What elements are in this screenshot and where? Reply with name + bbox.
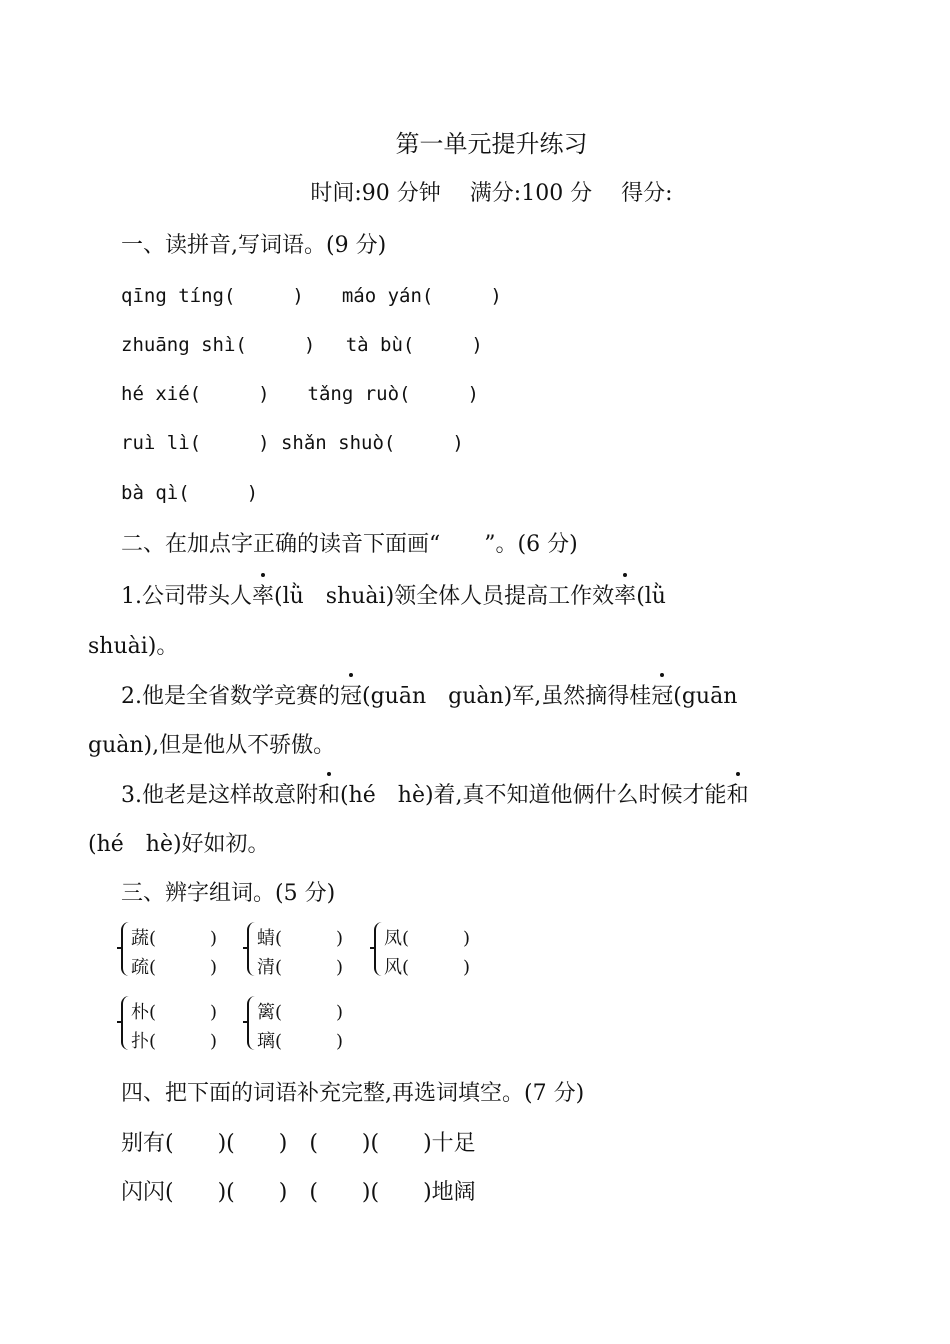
question-2-cont: guàn),但是他从不骄傲。 [88, 733, 336, 758]
question-1-cont: shuài)。 [88, 634, 179, 659]
page-title: 第一单元提升练习 [395, 130, 588, 158]
question-2: 2.他是全省数学竞赛的冠(guān guàn)军,虽然摘得桂冠(guān [121, 679, 737, 710]
pinyin-line-1: qīng tíng( ) máo yán( ) [121, 285, 502, 307]
section2-heading: 二、在加点字正确的读音下面画“ ”。(6 分) [121, 532, 578, 557]
pinyin-line-2: zhuāng shì( ) tà bù( ) [121, 334, 483, 356]
section1-heading: 一、读拼音,写词语。(9 分) [121, 233, 387, 258]
fill-line-2: 闪闪( )( ) ( )( )地阔 [121, 1180, 476, 1205]
dotted-char: 和 [727, 778, 749, 809]
question-3-cont: (hé hè)好如初。 [88, 832, 270, 857]
question-1: 1.公司带头人率(lǜ shuài)领全体人员提高工作效率(lǜ [121, 579, 666, 610]
char-group-5: 篱( ) 璃( ) [247, 994, 367, 1054]
fill-line-1: 别有( )( ) ( )( )十足 [121, 1131, 476, 1156]
char-group-1: 蔬( ) 疏( ) [121, 920, 241, 980]
section3-heading: 三、辨字组词。(5 分) [121, 881, 336, 906]
dotted-char: 冠 [340, 679, 362, 710]
char-group-2: 蜻( ) 清( ) [247, 920, 367, 980]
char-group-4: 朴( ) 扑( ) [121, 994, 241, 1054]
dotted-char: 率 [252, 579, 274, 610]
dotted-char: 率 [614, 579, 636, 610]
section4-heading: 四、把下面的词语补充完整,再选词填空。(7 分) [121, 1081, 585, 1106]
pinyin-line-5: bà qì( ) [121, 482, 259, 504]
question-3: 3.他老是这样故意附和(hé hè)着,真不知道他俩什么时候才能和 [121, 778, 749, 809]
dotted-char: 和 [318, 778, 340, 809]
char-group-3: 凤( ) 风( ) [374, 920, 494, 980]
pinyin-line-4: ruì lì( ) shǎn shuò( ) [121, 432, 464, 454]
dotted-char: 冠 [651, 679, 673, 710]
pinyin-line-3: hé xié( ) tǎng ruò( ) [121, 383, 479, 405]
exam-meta: 时间:90 分钟 满分:100 分 得分: [310, 181, 673, 206]
